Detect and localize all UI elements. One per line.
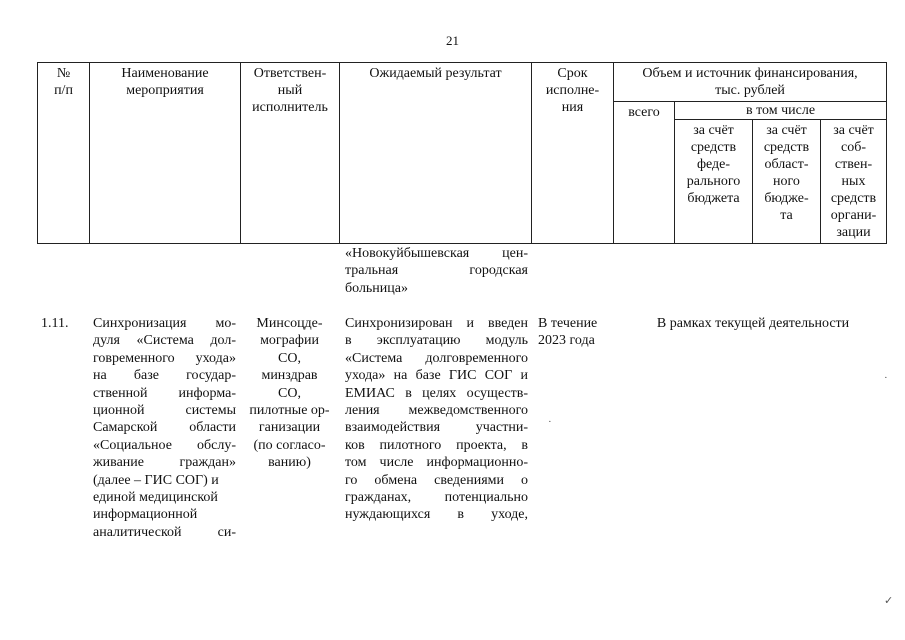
scan-speck: ✓ <box>884 595 894 607</box>
header-col-including: в том числе <box>675 102 887 120</box>
financing-note: В рамках текущей деятельности <box>656 316 850 331</box>
table-header <box>37 62 887 244</box>
row-number: 1.11. <box>41 316 69 331</box>
page-number: 21 <box>446 33 459 48</box>
header-col-name: Наименование мероприятия <box>90 63 241 244</box>
header-col-federal: за счёт средств феде- рального бюджета <box>675 120 753 244</box>
header-col-own: за счёт соб- ствен- ных средств органи- зации <box>821 120 887 244</box>
header-col-term: Срок исполне- ния <box>532 63 614 244</box>
header-col-finance: Объем и источник финансирования, тыс. рублей <box>614 63 887 102</box>
header-col-executor: Ответствен- ный исполнитель <box>241 63 340 244</box>
continuation-text: «Новокуйбышевская цен- тральная городская больница» <box>345 246 528 296</box>
expected-result: Синхронизирован и введен в эксплуатацию модуль «Система долговременного ухода» на базе ГИС СОГ и ЕМИАС в целях осуществ- ления межведомственного взаимодействия участни- ков пилотного проекта, в том числе информационно- го обмена сведениями о гражданах, потенциально нуждающихся в уходе, <box>345 316 528 523</box>
scan-speck: · <box>548 416 552 428</box>
header-col-total: всего <box>614 102 675 244</box>
activity-name: Синхронизация мо- дуля «Система дол- говременного ухода» на базе государ- ственной информа- ционной системы Самарской области «Социальное обслу- живание граждан» (далее – ГИС СОГ) и единой медицинской информационной аналитической си- <box>93 316 236 540</box>
scan-speck: · <box>884 372 888 384</box>
responsible-executor: Минсоцде- мографии СО, минздрав СО, пилотные ор- ганизации (по согласо- ванию) <box>249 316 330 471</box>
header-col-result: Ожидаемый результат <box>340 63 532 244</box>
execution-term: В течение 2023 года <box>538 316 598 349</box>
header-col-number: № п/п <box>38 63 90 244</box>
header-col-regional: за счёт средств област- ного бюдже- та <box>753 120 821 244</box>
